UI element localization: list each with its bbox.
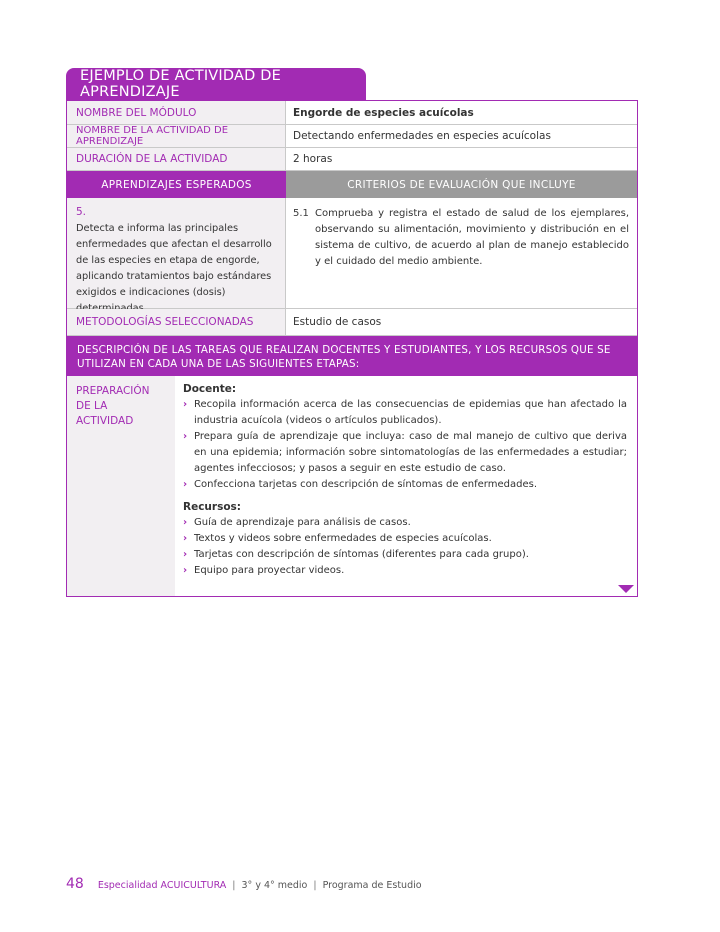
list-item-text: Recopila información acerca de las consecuencias de epidemias que han afectado la industria acuícola (videos o artículos publicados). [194,399,627,426]
chevron-right-icon: › [183,479,188,490]
list-item [183,563,627,579]
chevron-right-icon: › [183,517,188,528]
chevron-right-icon: › [183,565,188,576]
row-duracion [67,148,637,171]
chevron-right-icon: › [183,399,188,410]
chevron-right-icon: › [183,533,188,544]
section-title: EJEMPLO DE ACTIVIDAD DE APRENDIZAJE [66,68,366,100]
recursos-title: Recursos: [183,501,241,513]
activity-table [66,100,638,597]
page-footer [66,876,422,892]
preparacion-label: PREPARACIÓN DE LA ACTIVIDAD [67,376,175,596]
recursos-block [183,501,627,579]
list-item-text: Equipo para proyectar videos. [194,565,345,576]
descripcion-bar: DESCRIPCIÓN DE LAS TAREAS QUE REALIZAN DOCENTES Y ESTUDIANTES, Y LOS RECURSOS QUE SE UTILIZAN EN CADA UNA DE LAS SIGUIENTES ETAPAS: [67,336,637,376]
footer-program: Programa de Estudio [322,880,422,891]
header-row [67,171,637,198]
footer-separator: | [313,880,317,891]
value-metodologias: Estudio de casos [293,316,382,328]
docente-list [183,397,627,493]
row-modulo [67,101,637,125]
label-duracion: DURACIÓN DE LA ACTIVIDAD [67,148,286,170]
continue-arrow-icon [618,585,634,593]
preparacion-content [175,376,637,596]
aprendizaje-cell [67,198,286,308]
row-metodologias [67,309,637,336]
recursos-list [183,515,627,579]
aprendizaje-row [67,198,637,309]
chevron-right-icon: › [183,431,188,442]
footer-separator: | [232,880,236,891]
list-item [183,531,627,547]
list-item [183,515,627,531]
preparacion-row [67,376,637,596]
label-actividad: NOMBRE DE LA ACTIVIDAD DE APRENDIZAJE [67,125,286,147]
list-item-text: Confecciona tarjetas con descripción de síntomas de enfermedades. [194,479,538,490]
list-item-text: Prepara guía de aprendizaje que incluya: caso de mal manejo de cultivo que deriva en una epidemia; información sobre sintomatologías de las enfermedades a estudiar; agentes infecciosos; y pasos a seguir en este estudio de caso. [194,431,627,474]
footer-grade: 3° y 4° medio [241,880,308,891]
list-item-text: Textos y videos sobre enfermedades de especies acuícolas. [194,533,492,544]
chevron-right-icon: › [183,549,188,560]
label-modulo: NOMBRE DEL MÓDULO [67,101,286,124]
row-actividad [67,125,637,148]
criterio-number: 5.1 [293,208,309,219]
aprendizaje-number: 5. [76,206,87,218]
label-metodologias: METODOLOGÍAS SELECCIONADAS [67,309,286,335]
list-item-text: Guía de aprendizaje para análisis de casos. [194,517,411,528]
criterio-text: Comprueba y registra el estado de salud de los ejemplares, observando su alimentación, movimiento y distribución en el sistema de cultivo, de acuerdo al plan de manejo establecido y el cuidado del medio ambiente. [315,208,629,267]
list-item [183,547,627,563]
list-item-text: Tarjetas con descripción de síntomas (diferentes para cada grupo). [194,549,529,560]
header-criterios: CRITERIOS DE EVALUACIÓN QUE INCLUYE [286,171,637,198]
header-aprendizajes: APRENDIZAJES ESPERADOS [67,171,286,198]
criterio-cell [286,198,637,308]
docente-title: Docente: [183,383,237,395]
list-item [183,429,627,477]
aprendizaje-text: Detecta e informa las principales enfermedades que afectan el desarrollo de las especies en etapa de engorde, aplicando tratamientos bajo estándares exigidos e indicaciones (dosis) [76,223,272,298]
footer-specialty: Especialidad ACUICULTURA [97,880,227,891]
value-modulo: Engorde de especies acuícolas [293,106,474,119]
list-item [183,397,627,429]
value-actividad: Detectando enfermedades en especies acuícolas [293,130,551,142]
value-duracion: 2 horas [293,153,333,165]
list-item [183,477,627,493]
page-number: 48 [66,876,84,892]
